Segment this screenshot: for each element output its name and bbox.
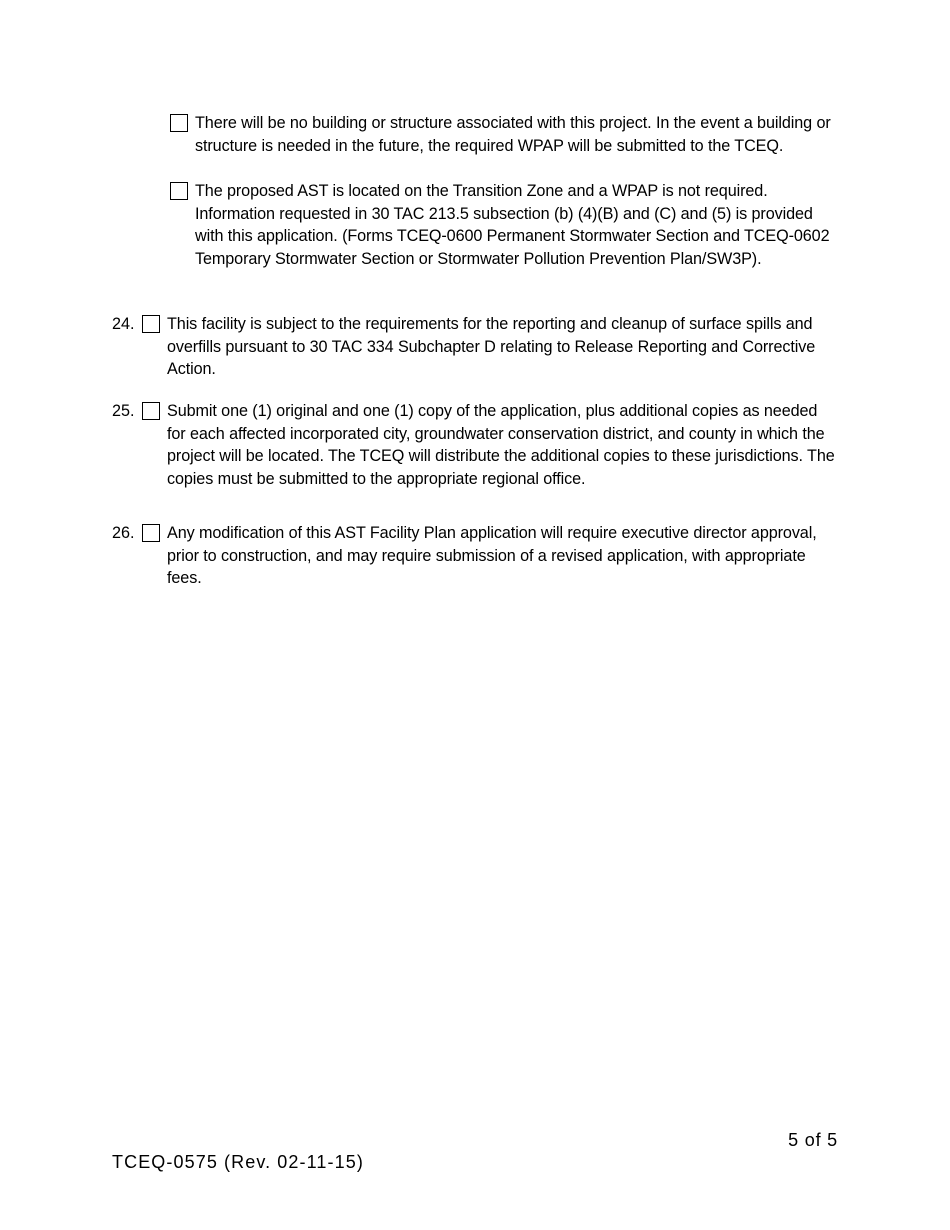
item-24-checkbox[interactable] xyxy=(142,315,160,333)
no-building-option-text: There will be no building or structure associated with this project. In the event a building or structure is needed in the future, the required WPAP will be submitted to the TCEQ. xyxy=(195,114,831,155)
item-24-text: This facility is subject to the requirements for the reporting and cleanup of surface spills and overfills pursuant to 30 TAC 334 Subchapter D relating to Release Reporting and Corrective Action. xyxy=(167,315,816,379)
item-26-number: 26. xyxy=(112,524,135,542)
item-25-number: 25. xyxy=(112,402,135,420)
page-number: 5 of 5 xyxy=(788,1130,838,1150)
item-26-checkbox[interactable] xyxy=(142,524,160,542)
form-identifier: TCEQ-0575 (Rev. 02-11-15) xyxy=(112,1152,364,1172)
item-25-checkbox[interactable] xyxy=(142,402,160,420)
no-building-checkbox[interactable] xyxy=(170,114,188,132)
item-25-text: Submit one (1) original and one (1) copy of the application, plus additional copies as needed for each affected incorporated city, groundwater conservation district, and county in which the project will be located. The TCEQ will distribute the additional copies to these jurisdictions. The copies must be submitted to the appropriate regional office. xyxy=(167,402,835,489)
transition-zone-option-text: The proposed AST is located on the Transition Zone and a WPAP is not required. Information requested in 30 TAC 213.5 subsection (b) (4)(B) and (C) and (5) is provided with this application. (Forms TCEQ-0600 Permanent Stormwater Section and TCEQ-0602 Temporary Stormwater Section or Stormwater Pollution Prevention Plan/SW3P). xyxy=(195,182,830,269)
transition-zone-checkbox[interactable] xyxy=(170,182,188,200)
item-24-number: 24. xyxy=(112,315,135,333)
item-26-text: Any modification of this AST Facility Plan application will require executive director approval, prior to construction, and may require submission of a revised application, with appropriate fees. xyxy=(167,524,817,588)
